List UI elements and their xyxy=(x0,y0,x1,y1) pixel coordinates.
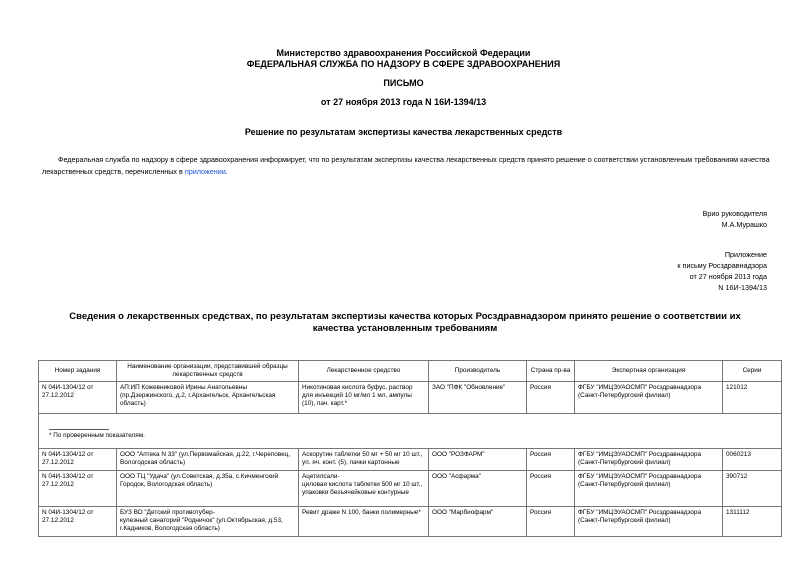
cell-organization: БУЗ ВО "Детский противотубер- кулезный санаторий "Родничок" (ул.Октябрьская, д.53, г.Кадников, Вологодская область) xyxy=(117,507,299,537)
cell-medicine: Ревит драже N 100, банки полимерные* xyxy=(299,507,429,537)
cell-country: Россия xyxy=(527,507,575,537)
table-row xyxy=(39,382,782,414)
cell-expert-org: ФГБУ "ИМЦЭУАОСМП" Росздравнадзора (Санкт-Петербургский филиал) xyxy=(575,382,723,414)
cell-medicine: Никотиновая кислота буфус, раствор для инъекций 10 мг/мл 1 мл, ампулы (10), пач. карт.* xyxy=(299,382,429,414)
col-header-expert-org: Экспертная организация xyxy=(575,361,723,382)
cell-medicine: Аскорутин таблетки 50 мг + 50 мг 10 шт., уп. яч. конт. (5), пачки картонные xyxy=(299,449,429,471)
cell-series: 121012 xyxy=(723,382,782,414)
cell-organization: ООО "Аптека N 33" (ул.Первомайская, д.22, г.Череповец, Вологодская область) xyxy=(117,449,299,471)
cell-manufacturer: ООО "РОЗФАРМ" xyxy=(429,449,527,471)
table-header-row xyxy=(39,361,782,382)
appendix-line-1: Приложение xyxy=(724,250,767,259)
cell-manufacturer: ООО "Асфарма" xyxy=(429,471,527,507)
cell-expert-org: ФГБУ "ИМЦЭУАОСМП" Росздравнадзора (Санкт-Петербургский филиал) xyxy=(575,471,723,507)
cell-organization: АП:ИП Кожевниковой Ирины Анатольевны (пр.Дзержинского, д.2, г.Архангельск, Архангельская область) xyxy=(117,382,299,414)
appendix-line-4: N 16И-1394/13 xyxy=(718,283,767,292)
appendix-line-2: к письму Росздравнадзора xyxy=(677,261,767,270)
footnote-rule xyxy=(49,429,109,430)
cell-medicine: Ацетилсали- циловая кислота таблетки 500 мг 10 шт., упаковки безъячейковые контурные xyxy=(299,471,429,507)
appendix-link[interactable]: приложении xyxy=(184,167,226,176)
cell-task: N 04И-1304/12 от 27.12.2012 xyxy=(39,471,117,507)
cell-country: Россия xyxy=(527,471,575,507)
body-paragraph xyxy=(42,154,772,178)
ministry-name: Министерство здравоохранения Российской Федерации xyxy=(276,48,531,58)
table-row xyxy=(39,449,782,471)
body-text-end: . xyxy=(225,167,228,176)
cell-expert-org: ФГБУ "ИМЦЭУАОСМП" Росздравнадзора (Санкт-Петербургский филиал) xyxy=(575,507,723,537)
cell-organization: ООО ТЦ "Удача" (ул.Советская, д.35а, с.Кичменгский Городок, Вологодская область) xyxy=(117,471,299,507)
footnote-cell xyxy=(39,414,782,449)
cell-series: 0060213 xyxy=(723,449,782,471)
appendix-line-3: от 27 ноября 2013 года xyxy=(689,272,767,281)
cell-country: Россия xyxy=(527,382,575,414)
cell-country: Россия xyxy=(527,449,575,471)
cell-expert-org: ФГБУ "ИМЦЭУАОСМП" Росздравнадзора (Санкт-Петербургский филиал) xyxy=(575,449,723,471)
col-header-organization: Наименование организации, представившей образцы лекарственных средств xyxy=(117,361,299,382)
cell-task: N 04И-1304/12 от 27.12.2012 xyxy=(39,382,117,414)
signature-position: Врио руководителя xyxy=(702,209,767,218)
cell-task: N 04И-1304/12 от 27.12.2012 xyxy=(39,507,117,537)
col-header-series: Серии xyxy=(723,361,782,382)
table-row xyxy=(39,471,782,507)
footnote-text: * По проверенным показателям. xyxy=(49,431,145,439)
cell-series: 1311112 xyxy=(723,507,782,537)
table-row xyxy=(39,507,782,537)
doc-type: ПИСЬМО xyxy=(383,78,424,88)
cell-task: N 04И-1304/12 от 27.12.2012 xyxy=(39,449,117,471)
cell-series: 390712 xyxy=(723,471,782,507)
signature-name: М.А.Мурашко xyxy=(721,220,767,229)
col-header-manufacturer: Производитель xyxy=(429,361,527,382)
medicines-table xyxy=(38,360,782,537)
doc-subject: Решение по результатам экспертизы качества лекарственных средств xyxy=(244,127,563,137)
service-name: ФЕДЕРАЛЬНАЯ СЛУЖБА ПО НАДЗОРУ В СФЕРЕ ЗДРАВООХРАНЕНИЯ xyxy=(246,59,561,69)
col-header-country: Страна пр-ва xyxy=(527,361,575,382)
col-header-task: Номер задания xyxy=(39,361,117,382)
body-text: Федеральная служба по надзору в сфере здравоохранения информирует, что по результатам экспертизы качества лекарственных средств принято решение о соответствии установленным требованиям качества лекарственных средств, перечисленных в xyxy=(42,155,770,176)
cell-manufacturer: ООО "Марбиофарм" xyxy=(429,507,527,537)
table-title: Сведения о лекарственных средствах, по результатам экспертизы качества которых Росздравнадзором принято решение о соответствии их качества установленным требованиям xyxy=(69,311,741,334)
cell-manufacturer: ЗАО "ПФК "Обновление" xyxy=(429,382,527,414)
doc-date-number: от 27 ноября 2013 года N 16И-1394/13 xyxy=(320,97,487,107)
footnote-row xyxy=(39,414,782,449)
col-header-medicine: Лекарственное средство xyxy=(299,361,429,382)
